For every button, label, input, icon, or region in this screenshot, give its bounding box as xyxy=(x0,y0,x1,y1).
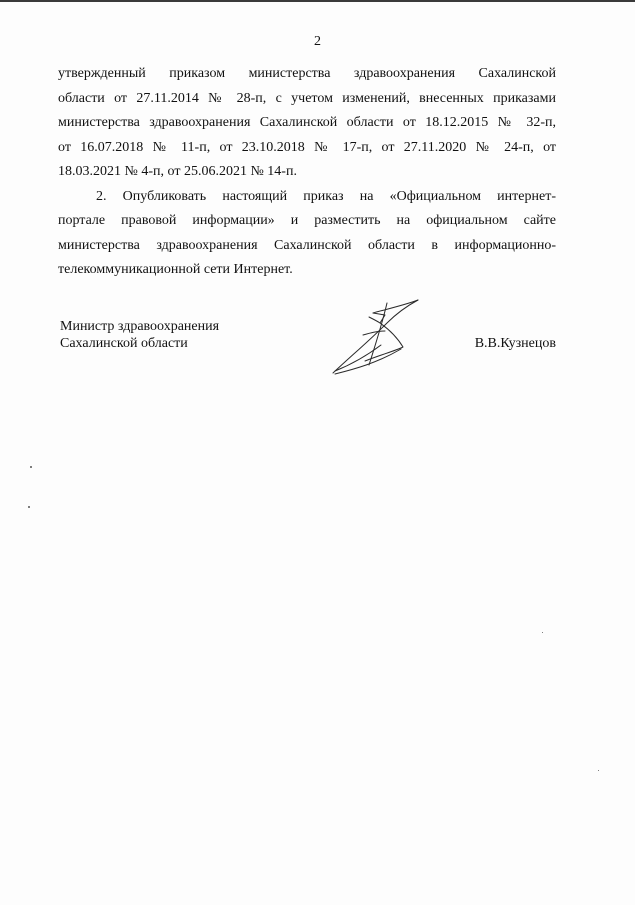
paragraph-item-2 xyxy=(58,185,556,283)
page-top-edge xyxy=(0,0,635,2)
text-line: от 16.07.2018 № 11-п, от 23.10.2018 № 17-п, от 27.11.2020 № 24-п, от xyxy=(58,139,556,155)
signature-block xyxy=(60,318,556,378)
text-line: 2. Опубликовать настоящий приказ на «Официальном интернет- xyxy=(96,188,556,204)
signatory-name: В.В.Кузнецов xyxy=(474,336,556,351)
text-line: портале правовой информации» и разместить на официальном сайте xyxy=(58,213,556,228)
paragraph-continuation xyxy=(58,62,556,185)
page-number: 2 xyxy=(314,34,321,49)
text-line: министерства здравоохранения Сахалинской области в информационно- xyxy=(58,237,556,253)
text-line: телекоммуникационной сети Интернет. xyxy=(58,262,293,277)
signatory-title xyxy=(60,318,219,352)
scan-speck xyxy=(542,632,543,633)
text-line: 18.03.2021 № 4-п, от 25.06.2021 № 14-п. xyxy=(58,164,297,179)
signatory-title-line: Министр здравоохранения xyxy=(60,319,220,334)
text-line: области от 27.11.2014 № 28-п, с учетом изменений, внесенных приказами xyxy=(58,90,556,106)
document-body xyxy=(58,62,556,283)
text-line: министерства здравоохранения Сахалинской области от 18.12.2015 № 32-п, xyxy=(58,115,556,130)
signatory-title-line: Сахалинской области xyxy=(60,336,188,351)
scan-speck xyxy=(30,466,32,468)
scan-speck xyxy=(598,770,599,771)
text-line: утвержденный приказом министерства здравоохранения Сахалинской xyxy=(58,66,556,81)
scan-speck xyxy=(28,506,30,508)
handwritten-signature xyxy=(325,295,425,377)
